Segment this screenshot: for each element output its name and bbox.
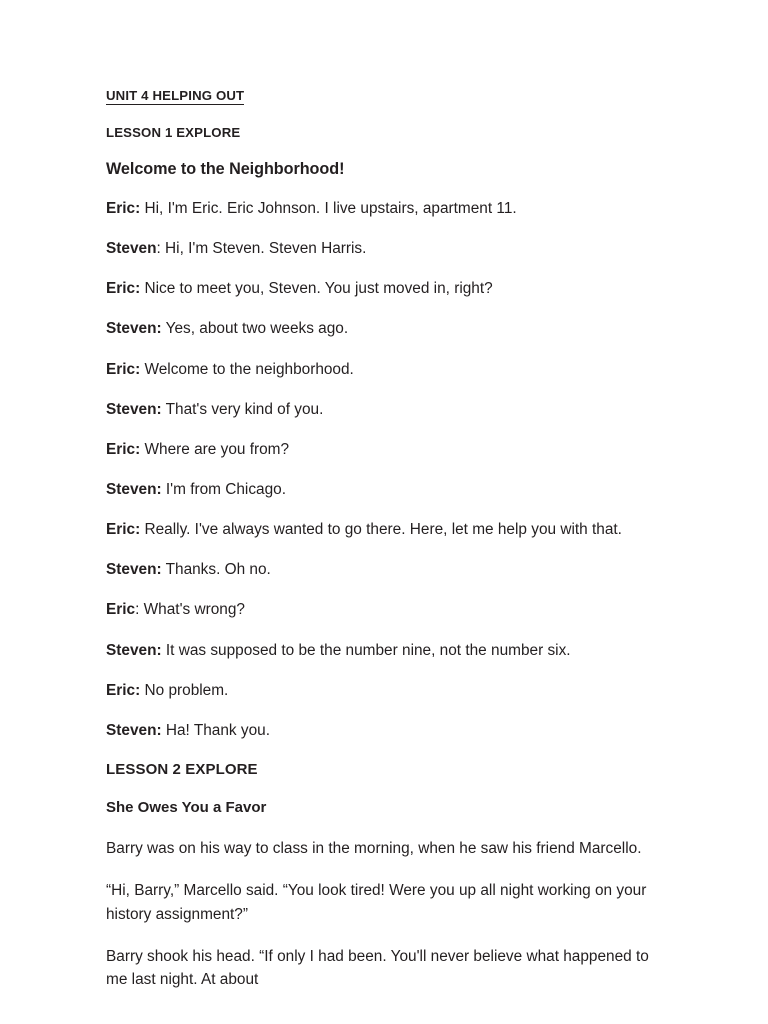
dialogue-text: Welcome to the neighborhood. bbox=[140, 360, 354, 378]
dialogue-text: I'm from Chicago. bbox=[161, 481, 286, 499]
dialogue-text: It was supposed to be the number nine, not the number six. bbox=[161, 641, 571, 659]
dialogue-speaker: Eric bbox=[106, 601, 136, 619]
dialogue-line bbox=[106, 279, 658, 300]
dialogue-line bbox=[106, 560, 658, 581]
document-body bbox=[106, 88, 658, 991]
unit-title bbox=[106, 88, 658, 105]
dialogue-speaker: Steven: bbox=[106, 721, 162, 739]
dialogue-text: No problem. bbox=[140, 681, 229, 699]
dialogue-speaker: Steven: bbox=[106, 320, 162, 338]
dialogue-line bbox=[106, 520, 658, 541]
unit-title-text: UNIT 4 HELPING OUT bbox=[106, 88, 245, 103]
dialogue-line bbox=[106, 721, 658, 742]
dialogue-speaker: Eric: bbox=[106, 280, 141, 298]
dialogue-line bbox=[106, 681, 658, 702]
lesson-2-title: She Owes You a Favor bbox=[106, 798, 267, 816]
dialogue-speaker: Steven: bbox=[106, 400, 162, 418]
dialogue-speaker: Eric: bbox=[106, 440, 141, 458]
lesson-1-label: LESSON 1 EXPLORE bbox=[106, 124, 241, 140]
dialogue-text: Ha! Thank you. bbox=[161, 721, 270, 739]
dialogue-speaker: Steven bbox=[106, 240, 157, 258]
dialogue-text: Thanks. Oh no. bbox=[161, 561, 271, 579]
dialogue-line bbox=[106, 239, 658, 260]
story-paragraph: Barry shook his head. “If only I had been. You'll never believe what happened to me last night. At about bbox=[106, 947, 649, 988]
dialogue-line bbox=[106, 600, 658, 621]
dialogue-speaker: Steven: bbox=[106, 481, 162, 499]
dialogue-line bbox=[106, 199, 658, 220]
story-body bbox=[106, 837, 658, 991]
dialogue-text: Hi, I'm Eric. Eric Johnson. I live upstairs, apartment 11. bbox=[140, 200, 517, 218]
dialogue-line bbox=[106, 480, 658, 501]
dialogue-speaker: Eric: bbox=[106, 681, 141, 699]
story-paragraph: Barry was on his way to class in the morning, when he saw his friend Marcello. bbox=[106, 840, 642, 858]
dialogue-text: : What's wrong? bbox=[135, 601, 245, 619]
dialogue-list bbox=[106, 199, 658, 741]
dialogue-speaker: Eric: bbox=[106, 200, 141, 218]
dialogue-line bbox=[106, 360, 658, 381]
dialogue-speaker: Steven: bbox=[106, 641, 162, 659]
dialogue-line bbox=[106, 641, 658, 662]
lesson-1-title: Welcome to the Neighborhood! bbox=[106, 160, 345, 178]
dialogue-line bbox=[106, 319, 658, 340]
dialogue-speaker: Steven: bbox=[106, 561, 162, 579]
dialogue-speaker: Eric: bbox=[106, 360, 141, 378]
dialogue-text: That's very kind of you. bbox=[161, 400, 324, 418]
dialogue-line bbox=[106, 440, 658, 461]
dialogue-text: Really. I've always wanted to go there. Here, let me help you with that. bbox=[140, 521, 622, 539]
dialogue-text: : Hi, I'm Steven. Steven Harris. bbox=[156, 240, 367, 258]
dialogue-text: Where are you from? bbox=[140, 440, 290, 458]
dialogue-speaker: Eric: bbox=[106, 521, 141, 539]
story-paragraph: “Hi, Barry,” Marcello said. “You look tired! Were you up all night working on your history assignment?” bbox=[106, 882, 647, 923]
lesson-2-label: LESSON 2 EXPLORE bbox=[106, 761, 258, 779]
dialogue-text: Nice to meet you, Steven. You just moved in, right? bbox=[140, 280, 493, 298]
dialogue-text: Yes, about two weeks ago. bbox=[161, 320, 349, 338]
dialogue-line bbox=[106, 400, 658, 421]
